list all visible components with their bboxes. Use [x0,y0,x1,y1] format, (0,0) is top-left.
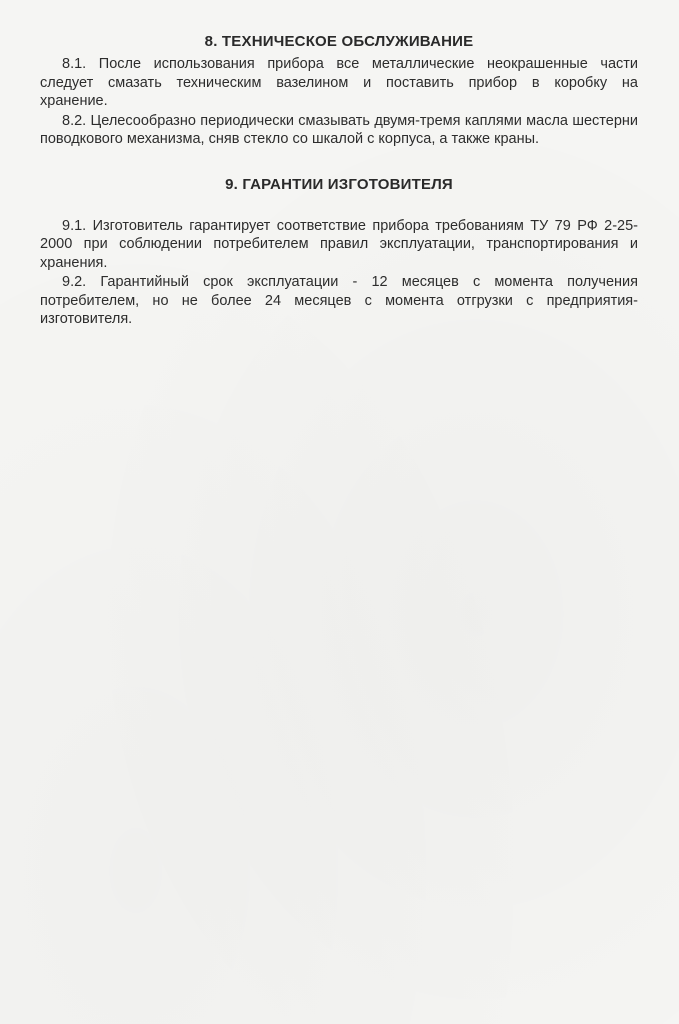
paragraph-9-2: 9.2. Гарантийный срок эксплуатации - 12 месяцев с момента получения потребителем, но не более 24 месяцев с момента отгрузки с предприятия-изготовителя. [40,274,638,327]
section-9-heading: 9. ГАРАНТИИ ИЗГОТОВИТЕЛЯ [225,175,453,193]
paragraph-8-1: 8.1. После использования прибора все металлические неокрашенные части следует смазать техническим вазелином и поставить прибор в коробку на хранение. [40,56,638,109]
document-content [40,30,638,329]
section-8-heading: 8. ТЕХНИЧЕСКОЕ ОБСЛУЖИВАНИЕ [204,33,474,50]
paragraph-9-1: 9.1. Изготовитель гарантирует соответствие прибора требованиям ТУ 79 РФ 2-25-2000 при соблюдении потребителем правил эксплуатации, транспортирования и хранения. [40,217,638,271]
paragraph-8-2: 8.2. Целесообразно периодически смазывать двумя-тремя каплями масла шестерни поводкового механизма, сняв стекло со шкалой с корпуса, а также краны. [40,112,638,147]
